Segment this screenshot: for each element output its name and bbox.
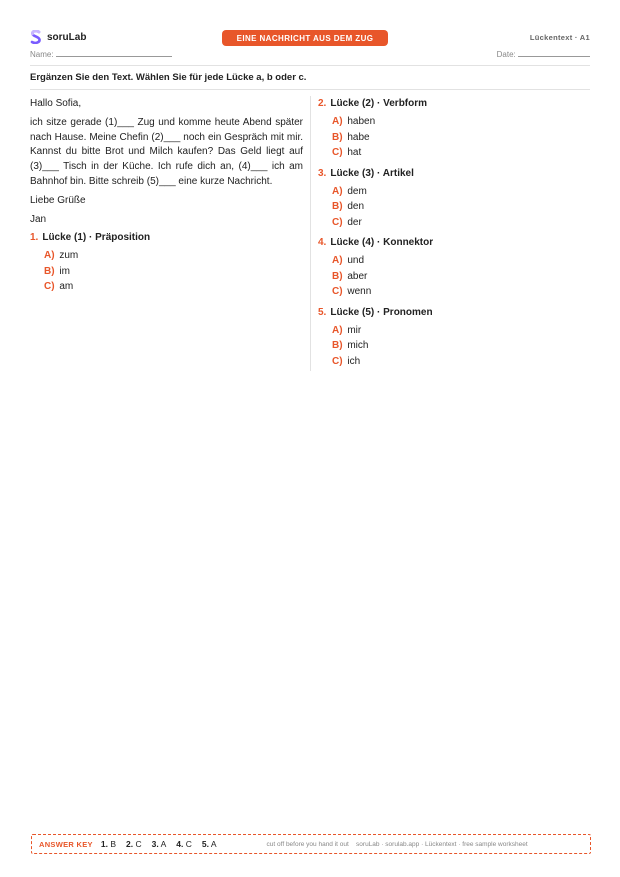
worksheet-title: EINE NACHRICHT AUS DEM ZUG <box>222 30 388 46</box>
footer-note: cut off before you hand it out soruLab · sorulab.app · Lückentext · free sample worksheet <box>266 840 528 848</box>
instruction-divider <box>30 89 590 90</box>
name-label: Name: <box>30 50 54 59</box>
option-b[interactable]: B) im <box>44 265 70 277</box>
brand-name: soruLab <box>47 31 87 43</box>
answer-key-item: 2. C <box>125 839 142 849</box>
option-c[interactable]: C) der <box>332 216 362 228</box>
right-column <box>318 97 590 375</box>
option-a[interactable]: A) mir <box>332 324 362 336</box>
question-number: 4. <box>318 237 327 248</box>
question-number: 2. <box>318 98 327 109</box>
option-c[interactable]: C) ich <box>332 355 361 367</box>
answer-key-item: 3. A <box>151 839 167 849</box>
answer-key <box>31 834 591 854</box>
answer-key-label: ANSWER KEY <box>39 839 93 849</box>
answer-key-item: 5. A <box>201 839 217 849</box>
left-column <box>30 97 303 301</box>
question-title: Lücke (5) · Pronomen <box>330 306 433 318</box>
date-label: Date: <box>496 50 516 59</box>
sorulab-logo-icon <box>30 30 42 44</box>
date-blank-line <box>518 48 590 57</box>
option-b[interactable]: B) habe <box>332 131 370 143</box>
worksheet-level: Lückentext · A1 <box>529 33 590 42</box>
column-divider <box>310 96 311 371</box>
option-c[interactable]: C) hat <box>332 147 362 158</box>
question-number: 3. <box>318 167 327 179</box>
option-a[interactable]: A) zum <box>44 250 79 262</box>
question-number: 1. <box>30 232 39 244</box>
question-title: Lücke (2) · Verbform <box>330 98 428 109</box>
option-b[interactable]: B) aber <box>332 270 368 282</box>
letter-greeting: Hallo Sofia, <box>30 98 82 109</box>
option-b[interactable]: B) mich <box>332 340 369 351</box>
option-a[interactable]: A) dem <box>332 185 367 197</box>
letter-body: ich sitze gerade (1)___ Zug und komme heute Abend später nach Hause. Meine Chefin (2)___ noch ein Gespräch mit mir. Kannst du bitte Brot und Milch kaufen? Das Geld liegt auf (3)___ Tisch in der Küche. Ich rufe dich an, (4)___ ich am Bahnhof bin. Bitte schreib (5)___ eine kurze Nachricht. <box>30 116 303 187</box>
option-c[interactable]: C) am <box>44 281 74 293</box>
question-5 <box>318 306 590 370</box>
letter-closing: Liebe Grüße <box>30 194 86 206</box>
instruction: Ergänzen Sie den Text. Wählen Sie für jede Lücke a, b oder c. <box>30 72 307 83</box>
option-a[interactable]: A) haben <box>332 116 376 127</box>
date-field[interactable] <box>497 48 590 59</box>
worksheet-header <box>30 30 590 64</box>
question-number: 5. <box>318 306 327 318</box>
question-title: Lücke (4) · Konnektor <box>330 237 434 248</box>
question-title: Lücke (3) · Artikel <box>330 167 414 179</box>
brand <box>30 30 86 44</box>
question-title: Lücke (1) · Präposition <box>42 232 151 244</box>
question-1 <box>30 231 303 295</box>
answer-key-item: 4. C <box>176 839 192 849</box>
question-3 <box>318 167 590 231</box>
question-4 <box>318 236 590 300</box>
option-b[interactable]: B) den <box>332 201 365 212</box>
name-field[interactable] <box>30 48 172 59</box>
option-c[interactable]: C) wenn <box>332 286 372 297</box>
letter-signature: Jan <box>30 213 47 225</box>
option-a[interactable]: A) und <box>332 255 365 266</box>
answer-key-item: 1. B <box>100 839 116 849</box>
question-2 <box>318 97 590 161</box>
name-blank-line <box>56 48 172 57</box>
header-divider <box>30 65 590 66</box>
